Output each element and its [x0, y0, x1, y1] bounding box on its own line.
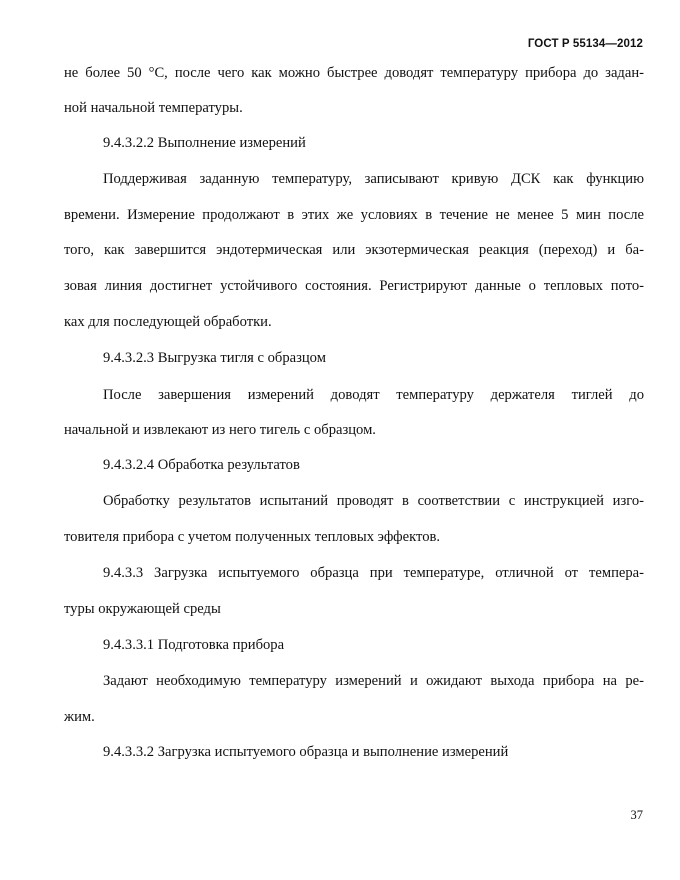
section-heading: 9.4.3.2.4 Обработка результатов — [103, 457, 300, 473]
text-line: времени. Измерение продолжают в этих же условиях в течение не менее 5 мин после — [64, 207, 644, 223]
section-heading: 9.4.3.3 Загрузка испытуемого образца при температуре, отличной от темпера- — [103, 565, 644, 581]
text-line: туры окружающей среды — [64, 601, 221, 617]
text-line: ной начальной температуры. — [64, 100, 243, 116]
text-line: Поддерживая заданную температуру, записывают кривую ДСК как функцию — [103, 171, 644, 187]
section-heading: 9.4.3.3.2 Загрузка испытуемого образца и выполнение измерений — [103, 744, 509, 760]
section-heading: 9.4.3.2.3 Выгрузка тигля с образцом — [103, 350, 326, 366]
document-code-header: ГОСТ Р 55134—2012 — [527, 38, 643, 50]
text-line: начальной и извлекают из него тигель с образцом. — [64, 422, 376, 438]
text-line: Обработку результатов испытаний проводят в соответствии с инструкцией изго- — [103, 493, 644, 509]
section-heading: 9.4.3.2.2 Выполнение измерений — [103, 135, 306, 151]
text-line: жим. — [64, 709, 95, 725]
text-line: После завершения измерений доводят температуру держателя тиглей до — [103, 387, 644, 403]
text-line: товителя прибора с учетом полученных тепловых эффектов. — [64, 529, 441, 545]
text-line: не более 50 °С, после чего как можно быстрее доводят температуру прибора до задан- — [64, 65, 644, 81]
page-number: 37 — [630, 808, 643, 822]
text-line: того, как завершится эндотермическая или экзотермическая реакция (переход) и ба- — [64, 242, 644, 258]
text-line: Задают необходимую температуру измерений и ожидают выхода прибора на ре- — [103, 673, 644, 689]
section-heading: 9.4.3.3.1 Подготовка прибора — [103, 637, 285, 653]
text-line: зовая линия достигнет устойчивого состояния. Регистрируют данные о тепловых пото- — [64, 278, 644, 294]
text-line: ках для последующей обработки. — [64, 314, 272, 330]
